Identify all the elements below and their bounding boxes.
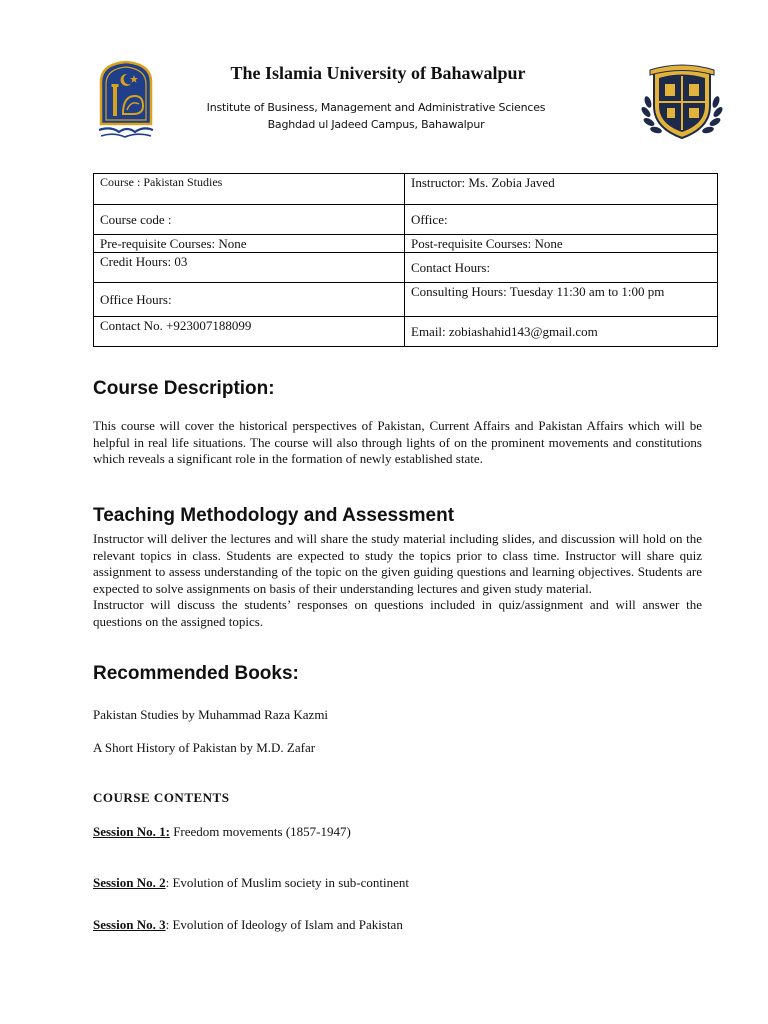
table-row <box>94 235 718 253</box>
contact-hours-cell: Contact Hours: <box>405 253 718 283</box>
table-row <box>94 317 718 347</box>
table-row <box>94 174 718 205</box>
session-topic: : Evolution of Ideology of Islam and Pakistan <box>165 917 403 932</box>
course-info-table <box>93 173 718 347</box>
session-topic: Freedom movements (1857-1947) <box>169 824 351 839</box>
contact-no-cell: Contact No. +923007188099 <box>94 317 405 347</box>
books-heading: Recommended Books: <box>93 663 299 684</box>
teaching-paragraph-1: Instructor will deliver the lectures and will share the study material including slides, and discussion will hold on the relevant topics in class. Students are expected to study the topics prior to class time. Instructor will share quiz assignment to assess understanding of the topic on the given guiding questions and learning objectives. Students are expected to solve assignments on basis of their understanding lectures and given study material. <box>93 531 702 596</box>
course-code-cell: Course code : <box>94 205 405 235</box>
email-cell: Email: zobiashahid143@gmail.com <box>405 317 718 347</box>
session-label: Session No. 1: <box>93 824 170 839</box>
credit-hours-cell: Credit Hours: 03 <box>94 253 405 283</box>
course-cell: Course : Pakistan Studies <box>94 174 405 205</box>
institute-name: Institute of Business, Management and Administrative Sciences <box>206 101 546 114</box>
course-description-text <box>93 418 702 468</box>
consulting-hours-cell: Consulting Hours: Tuesday 11:30 am to 1:00 pm <box>405 283 718 317</box>
office-hours-cell: Office Hours: <box>94 283 405 317</box>
book-item: A Short History of Pakistan by M.D. Zafar <box>93 740 316 755</box>
book-item: Pakistan Studies by Muhammad Raza Kazmi <box>93 707 329 722</box>
session-label: Session No. 2 <box>93 875 166 890</box>
prereq-cell: Pre-requisite Courses: None <box>94 235 405 253</box>
session-label: Session No. 3 <box>93 917 166 932</box>
session-topic: : Evolution of Muslim society in sub-continent <box>165 875 409 890</box>
course-description-paragraph: This course will cover the historical perspectives of Pakistan, Current Affairs and Pakistan Affairs which will be helpful in real life situations. The course will also through lights of on the prominent movements and constitutions which reveals a significant role in the formation of newly established state. <box>93 418 702 466</box>
teaching-text <box>93 531 702 630</box>
session-item <box>93 917 403 933</box>
instructor-cell: Instructor: Ms. Zobia Javed <box>405 174 718 205</box>
course-contents-heading: COURSE CONTENTS <box>93 790 230 805</box>
university-title: The Islamia University of Bahawalpur <box>230 63 526 83</box>
table-row <box>94 205 718 235</box>
teaching-paragraph-2: Instructor will discuss the students’ responses on questions included in quiz/assignment and will answer the questions on the assigned topics. <box>93 597 702 629</box>
office-cell: Office: <box>405 205 718 235</box>
postreq-cell: Post-requisite Courses: None <box>405 235 718 253</box>
session-item <box>93 875 409 891</box>
session-item <box>93 824 351 840</box>
table-row <box>94 283 718 317</box>
campus-name: Baghdad ul Jadeed Campus, Bahawalpur <box>267 118 485 131</box>
table-row <box>94 253 718 283</box>
course-description-heading: Course Description: <box>93 378 275 399</box>
teaching-heading: Teaching Methodology and Assessment <box>93 505 455 526</box>
